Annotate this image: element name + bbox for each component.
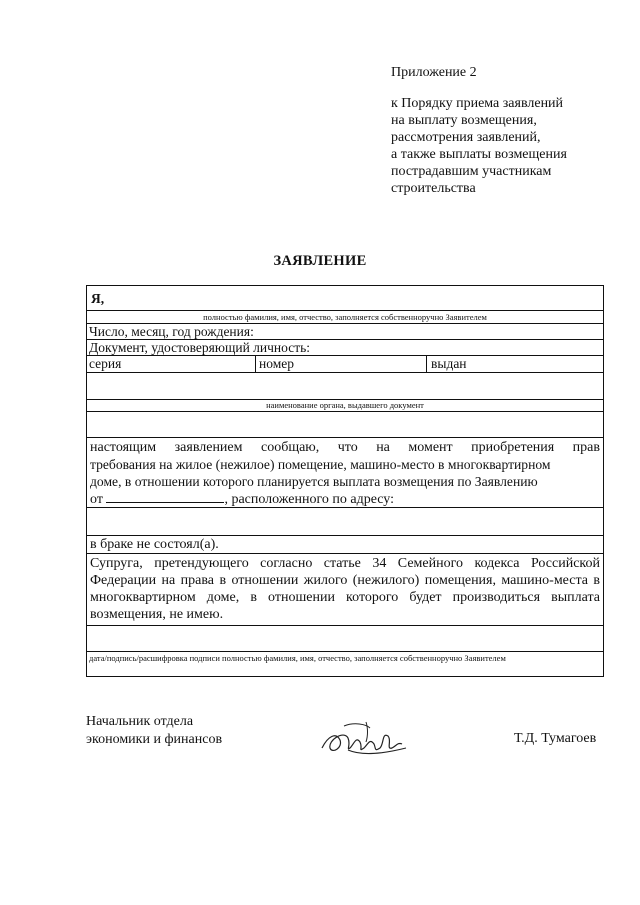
form-row-applicant-name[interactable]: [87, 286, 603, 311]
form-row-document-details: [87, 355, 603, 373]
statement-line: настоящим заявлением сообщаю, что на момент приобретения прав: [90, 440, 600, 455]
handwritten-signature: [318, 718, 410, 760]
applicant-i-label: Я,: [91, 291, 105, 306]
cell-divider: [255, 355, 256, 372]
form-row-birth-date[interactable]: [87, 323, 603, 340]
appendix-block: [391, 64, 567, 197]
statement-date-blank[interactable]: [106, 490, 224, 503]
form-row-blank[interactable]: [87, 411, 603, 438]
issuer-hint: наименование органа, выдавшего документ: [266, 400, 424, 410]
signatory-position-line: Начальник отдела: [86, 714, 194, 729]
marital-status-text: в браке не состоял(а).: [90, 537, 219, 552]
form-row-marital-status: [87, 535, 603, 554]
footer-hint: дата/подпись/расшифровка подписи полностью фамилия, имя, отчество, заполняется собственноручно Заявителем: [89, 653, 506, 663]
statement-line: требования на жилое (нежилое) помещение, машино-место в многоквартирном: [90, 457, 551, 472]
appendix-ref-line: строительства: [391, 181, 476, 196]
form-row-id-document[interactable]: [87, 339, 603, 356]
statement-address-label: , расположенного по адресу:: [224, 492, 395, 507]
form-row-address-input[interactable]: [87, 507, 603, 536]
appendix-ref-line: на выплату возмещения,: [391, 113, 537, 128]
signatory-position-line: экономики и финансов: [86, 732, 223, 747]
issued-label: выдан: [431, 356, 467, 371]
birth-date-label: Число, месяц, год рождения:: [89, 324, 254, 339]
appendix-ref-line: а также выплаты возмещения: [391, 147, 567, 162]
signatory-name: Т.Д. Тумагоев: [514, 731, 597, 746]
id-document-label: Документ, удостоверяющий личность:: [89, 340, 311, 355]
statement-line-date-address: [90, 490, 600, 508]
appendix-ref-line: пострадавшим участникам: [391, 164, 552, 179]
fio-hint: полностью фамилия, имя, отчество, заполняется собственноручно Заявителем: [203, 312, 487, 322]
statement-line: доме, в отношении которого планируется выплата возмещения по Заявлению: [90, 474, 538, 489]
form-row-statement: [87, 437, 603, 508]
form-row-issuer-input[interactable]: [87, 372, 603, 400]
application-form: [86, 285, 604, 677]
number-label: номер: [259, 356, 295, 371]
series-label: серия: [89, 356, 122, 371]
cell-divider: [426, 355, 427, 372]
spouse-paragraph: Супруга, претендующего согласно статье 34 Семейного кодекса Российской Федерации на права в отношении жилого (нежилого) помещения, машино-места в многоквартирном доме, в отношении которого будет производиться выплата возмещения, не имею.: [90, 556, 600, 622]
form-row-footer-hint: [87, 651, 603, 678]
form-row-spouse: [87, 553, 603, 626]
form-row-signature-input[interactable]: [87, 625, 603, 652]
appendix-ref-line: к Порядку приема заявлений: [391, 96, 564, 111]
form-row-fio-hint: [87, 310, 603, 324]
document-title: ЗАЯВЛЕНИЕ: [273, 253, 367, 269]
statement-from-label: от: [90, 492, 103, 507]
appendix-ref-line: рассмотрения заявлений,: [391, 130, 541, 145]
appendix-title: Приложение 2: [391, 65, 477, 80]
signatory-position: [86, 713, 222, 749]
appendix-reference: [391, 95, 567, 197]
